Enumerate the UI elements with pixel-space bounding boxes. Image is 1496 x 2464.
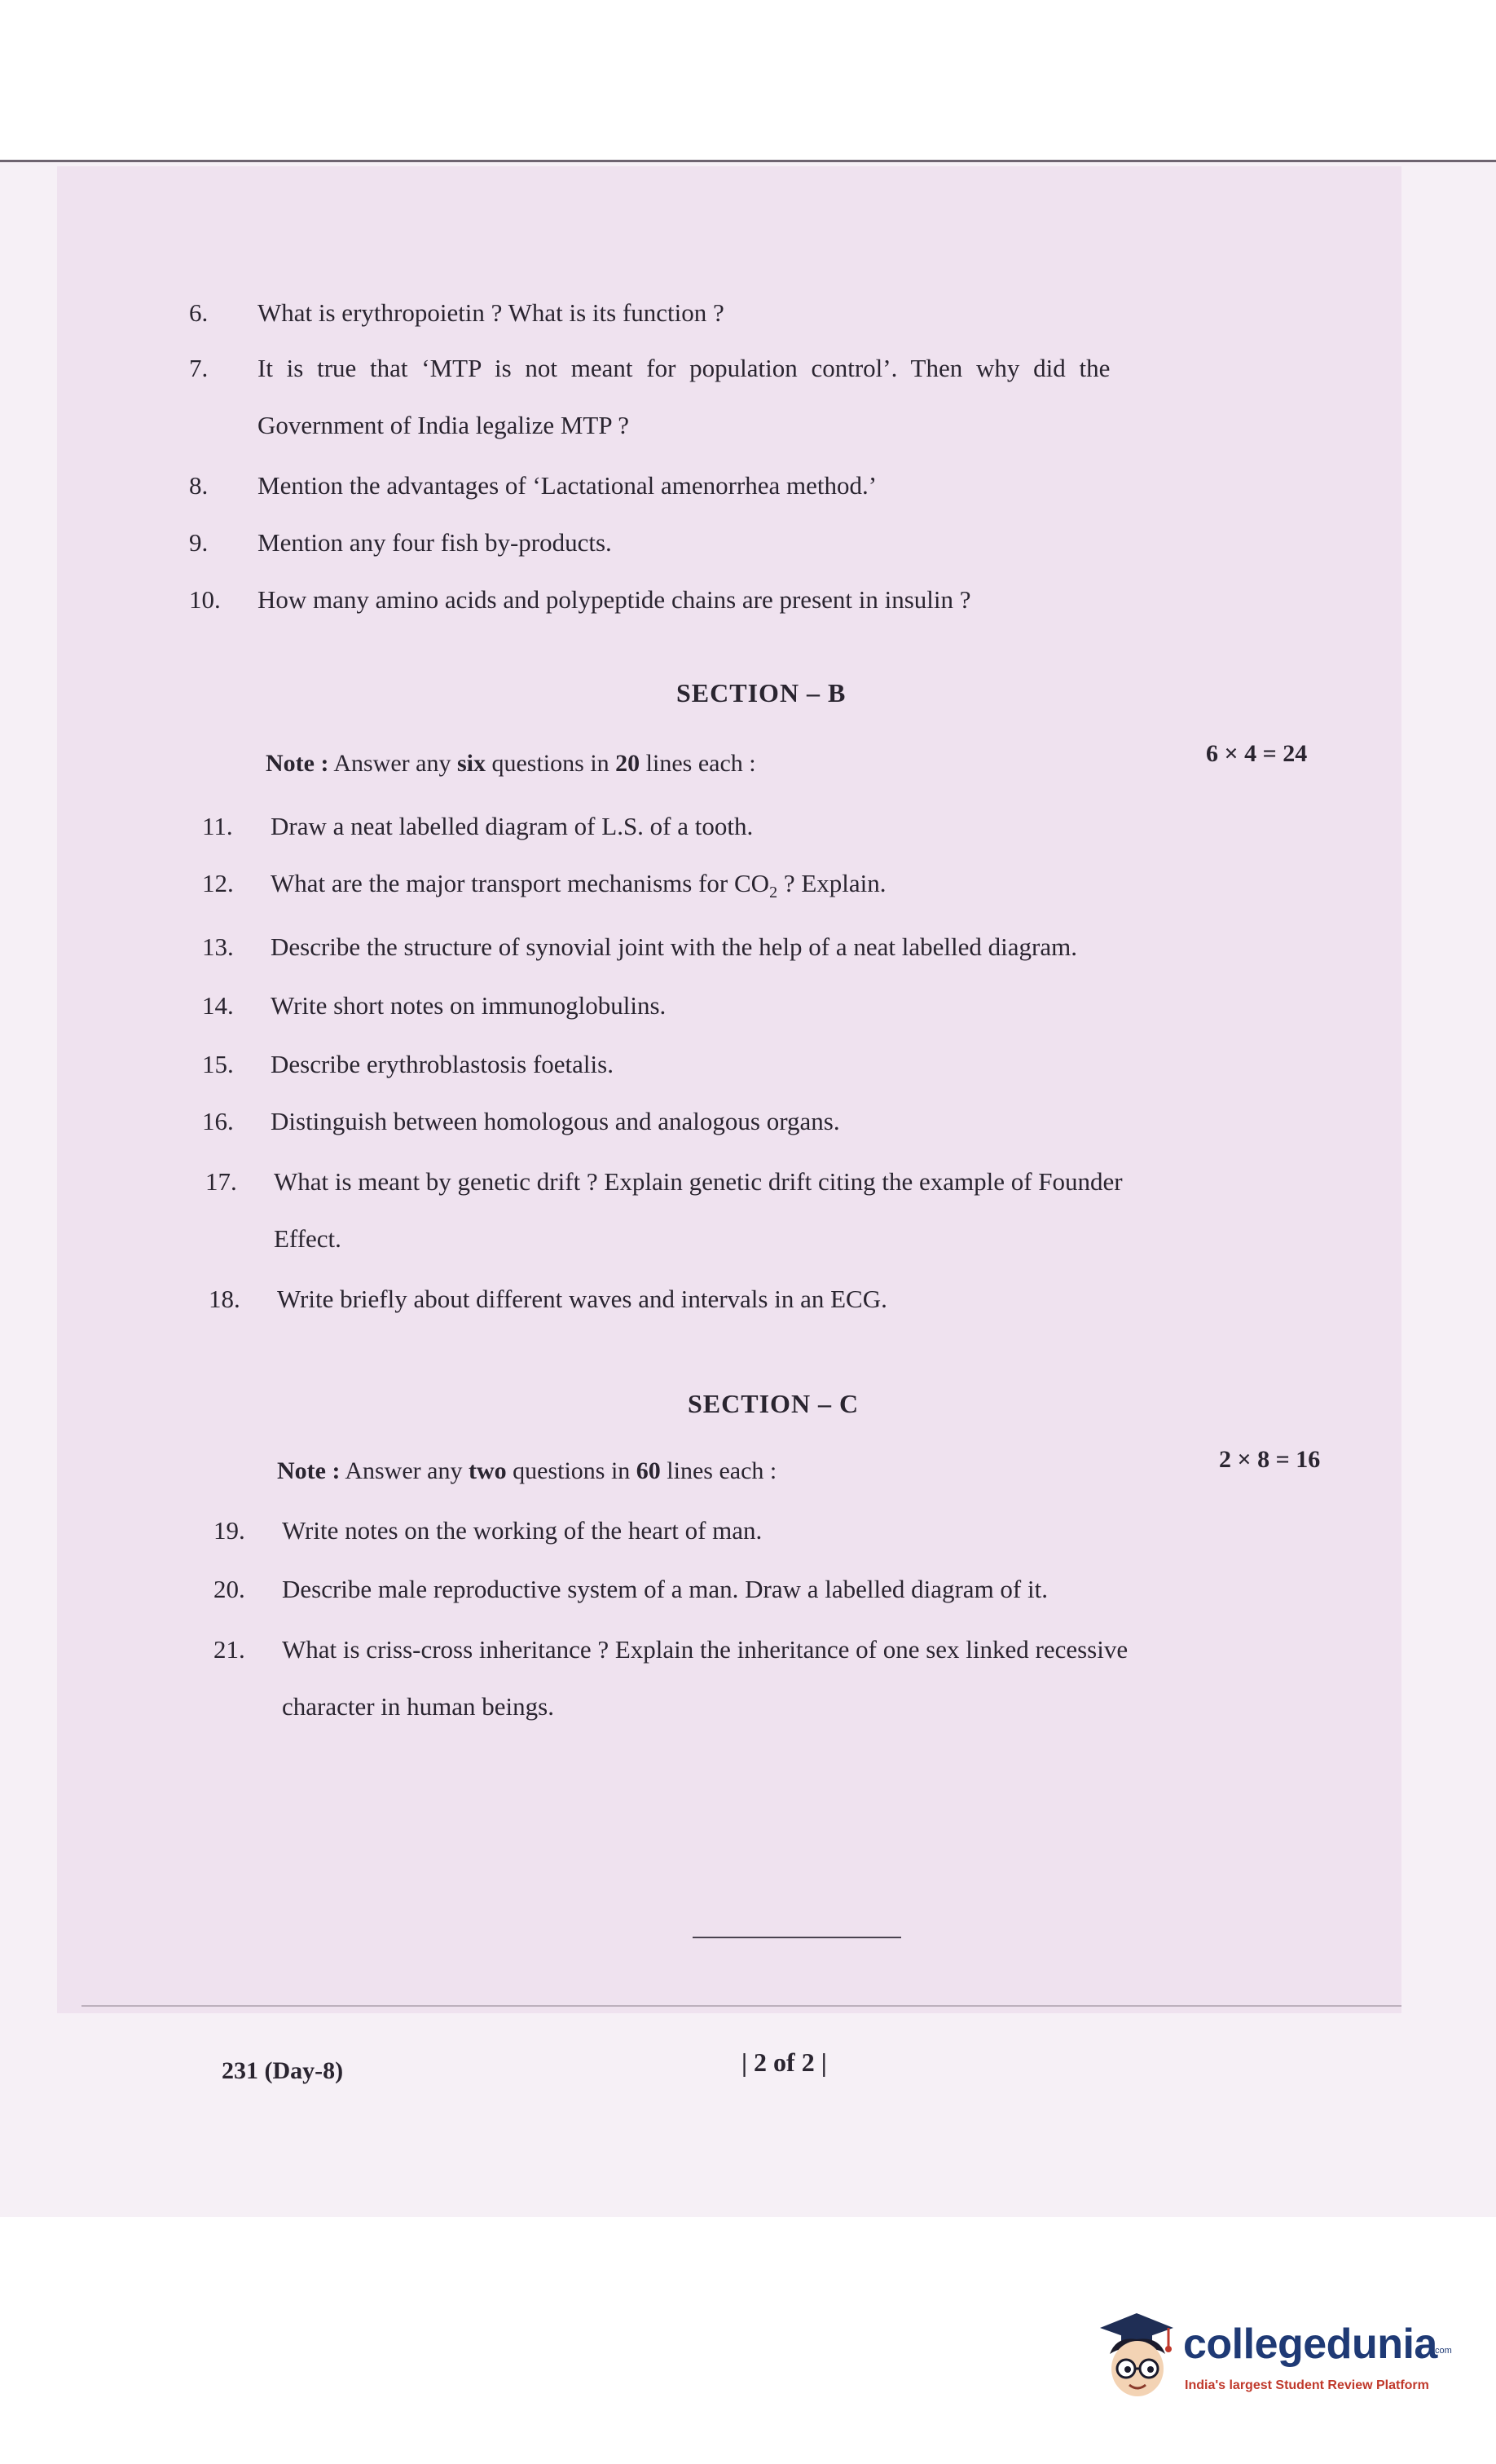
note-count: six [456,750,486,777]
question-number: 13. [202,932,234,961]
section-b-title: SECTION – B [676,678,847,707]
note-count: two [468,1457,507,1484]
question-text-post: ? Explain. [777,869,887,897]
question-text: What is criss-cross inheritance ? Explain the inheritance of one sex linked recessive [282,1635,1129,1664]
question-text: Describe the structure of synovial joint with the help of a neat labelled diagram. [271,932,1077,961]
brand-domain: .com [1432,2346,1452,2356]
question-number: 11. [202,812,233,840]
question-text: Write notes on the working of the heart of man. [282,1516,763,1545]
note-label: Note : [266,750,329,777]
question-text: It is true that ‘MTP is not meant for population control’. Then why did the [257,354,1111,382]
question-text: How many amino acids and polypeptide chains are present in insulin ? [257,585,971,614]
note-lines: 60 [636,1457,661,1484]
question-17 [205,1167,1313,1257]
question-text: Write briefly about different waves and intervals in an ECG. [277,1285,887,1313]
page-number: | 2 of 2 | [741,2047,827,2077]
end-separator [693,1937,901,1938]
note-pre: Answer any [333,750,451,777]
question-number: 17. [205,1167,237,1196]
note-post: lines each : [667,1457,777,1484]
note-mid: questions in [491,750,609,777]
question-number: 18. [209,1285,240,1313]
section-b-marks: 6 × 4 = 24 [1206,740,1308,767]
question-number: 16. [202,1107,234,1135]
scanned-sheet [0,160,1496,2217]
question-7 [189,354,1281,443]
question-number: 6. [189,298,209,327]
question-number: 14. [202,991,234,1020]
question-text-continued: Government of India legalize MTP ? [257,411,629,439]
question-number: 21. [213,1635,245,1664]
question-text: Draw a neat labelled diagram of L.S. of a tooth. [271,812,754,840]
scan-edge [0,160,1496,162]
question-number: 9. [189,528,209,557]
question-text-continued: character in human beings. [282,1692,554,1721]
collegedunia-logo[interactable] [1092,2303,1450,2418]
section-c-note [277,1457,777,1485]
question-number: 8. [189,471,209,500]
note-pre: Answer any [345,1457,463,1484]
section-c-marks: 2 × 8 = 16 [1219,1446,1321,1473]
question-text: Describe erythroblastosis foetalis. [271,1050,614,1078]
question-number: 19. [213,1516,245,1545]
question-text [271,869,887,907]
paper-bottom-edge [81,2005,1401,2007]
note-post: lines each : [645,750,756,777]
paper-code: 231 (Day-8) [222,2057,344,2084]
mascot-icon [1092,2303,1181,2409]
question-text: What is erythropoietin ? What is its function ? [257,298,724,327]
question-number: 12. [202,869,234,897]
question-text-continued: Effect. [274,1224,341,1253]
question-number: 15. [202,1050,234,1078]
section-b-note [266,750,756,778]
question-21 [213,1635,1338,1725]
section-c-title: SECTION – C [688,1389,860,1418]
brand-name: collegedunia [1183,2321,1437,2368]
brand-tagline: India's largest Student Review Platform [1185,2378,1429,2392]
question-text: Describe male reproductive system of a man. Draw a labelled diagram of it. [282,1575,1048,1603]
question-number: 7. [189,354,209,382]
question-text: Write short notes on immunoglobulins. [271,991,667,1020]
question-text: Mention any four fish by-products. [257,528,612,557]
question-text: Distinguish between homologous and analogous organs. [271,1107,840,1135]
note-mid: questions in [513,1457,631,1484]
subscript: 2 [769,884,778,902]
question-text: What is meant by genetic drift ? Explain genetic drift citing the example of Founder [274,1167,1123,1196]
question-text: Mention the advantages of ‘Lactational amenorrhea method.’ [257,471,878,500]
question-number: 20. [213,1575,245,1603]
note-lines: 20 [615,750,640,777]
question-number: 10. [189,585,221,614]
note-label: Note : [277,1457,341,1484]
question-text-pre: What are the major transport mechanisms for CO [271,869,770,897]
